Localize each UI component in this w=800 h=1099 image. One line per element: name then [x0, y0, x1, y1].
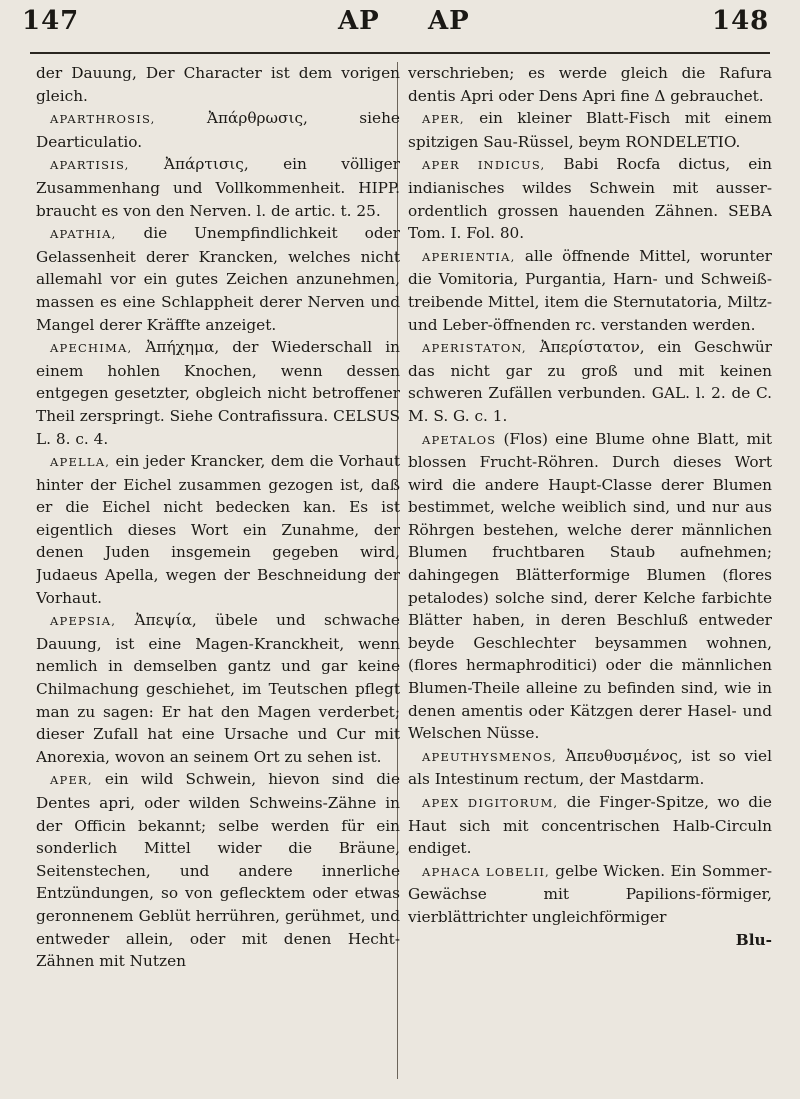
entry-aper: APER, ein wild Schwein, hievon sind die Dentes apri, oder wilden Schweins-Zähne in der Officin bekannt; selbe werden für ein sonderlich Mittel wider die Bräune, Seitenstechen, und andere innerliche Entzündungen, so von geflecktem oder etwas geronnenem Geblüt herrühren, gerühmet, und entweder allein, oder mit denen Hecht-Zähnen mit Nutzen [36, 770, 400, 971]
right-column [408, 62, 772, 1087]
page-header [0, 0, 800, 70]
entry-aperistaton: APERISTATON, Ἀπερίστατον, ein Geschwür das nicht gar zu groß und mit keinen schweren Zufällen verbunden. GAL. l. 2. de C. M. S. G. c. 1. [408, 338, 772, 425]
entry-apepsia: APEPSIA, Ἀπεψία, übele und schwache Dauung, ist eine Magen-Kranckheit, wenn nemlich in demselben gantz und gar keine Chilmachung geschiehet, im Teutschen pflegt man zu sagen: Er hat den Magen verderbet; dieser Zufall hat eine Ursache und Cur mit Anorexia, wovon an seinem Ort zu sehen ist. [36, 611, 400, 766]
entry-apartisis: APARTISIS, Ἀπάρτισις, ein völliger Zusammenhang und Vollkommenheit. HIPP. braucht es von den Nerven. l. de artic. t. 25. [36, 155, 400, 220]
header-rule [30, 52, 770, 54]
entry-aperientia: APERIENTIA, alle öffnende Mittel, worunter die Vomitoria, Purgantia, Harn- und Schweiß-treibende Mittel, item die Sternutatoria, Miltz- und Leber-öffnenden rc. verstanden werden. [408, 246, 772, 334]
entry-continuation: verschrieben; es werde gleich die Rafura dentis Apri oder Dens Apri fine Δ gebrauchet. [408, 64, 772, 105]
entry-aphaca-lobelii: APHACA LOBELII, gelbe Wicken. Ein Sommer-Gewächse mit Papilions-förmiger, vierblättrichter ungleichförmiger [408, 861, 772, 926]
entry-aparthrosis: APARTHROSIS, Ἀπάρθρωσις, siehe Dearticulatio. [36, 109, 400, 151]
entry-apetalos: APETALOS (Flos) eine Blume ohne Blatt, mit blossen Frucht-Röhren. Durch dieses Wort wird die andere Haupt-Classe derer Blumen bestimmet, welche weiblich sind, und nur aus Röhrgen bestehen, welche derer männlichen Blumen fruchtbaren Staub aufnehmen; dahingegen Blätterformige Blumen (flores petalodes) solche sind, derer Kelche farbichte Blätter haben, in deren Beschluß entweder beyde Geschlechter beysammen wohnen, (flores hermaphroditici) oder die männlichen Blumen-Theile alleine zu befinden sind, wie in denen amentis oder Kätzgen derer Hasel- und Welschen Nüsse. [408, 429, 772, 743]
entry-apechima: APECHIMA, Ἀπήχημα, der Wiederschall in einem hohlen Knochen, wenn dessen entgegen gesetzter, obgleich nicht betroffener Theil zerspringt. Siehe Contrafissura. CELSUS L. 8. c. 4. [36, 338, 400, 448]
entry-continuation: der Dauung, Der Character ist dem vorigen gleich. [36, 64, 400, 105]
left-column [36, 62, 400, 1087]
entry-apex-digitorum: APEX DIGITORUM, die Finger-Spitze, wo die Haut sich mit concentrischen Halb-Circuln endiget. [408, 793, 772, 858]
catchword: Blu- [735, 930, 772, 949]
running-head-right: AP [428, 6, 470, 36]
page-number-right: 148 [712, 6, 770, 36]
page-number-left: 147 [22, 6, 80, 36]
entry-apeuthysmenos: APEUTHYSMENOS, Ἀπευθυσμένος, ist so viel als Intestinum rectum, der Mastdarm. [408, 746, 772, 789]
entry-apathia: APATHIA, die Unempfindlichkeit oder Gelassenheit derer Krancken, welches nicht allemahl vor ein gutes Zeichen anzunehmen, massen es eine Schlappheit derer Nerven und Mangel derer Kräffte anzeiget. [36, 224, 400, 334]
entry-apella: APELLA, ein jeder Krancker, dem die Vorhaut hinter der Eichel zusammen gezogen ist, daß er die Eichel nicht bedecken kan. Es ist eigentlich dieses Wort ein Zunahme, der denen Juden insgemein gegeben wird, Judaeus Apella, wegen der Beschneidung der Vorhaut. [36, 452, 400, 607]
entry-aper-indicus: APER INDICUS, Babi Rocfa dictus, ein indianisches wildes Schwein mit ausser-ordentlich grossen hauenden Zähnen. SEBA Tom. I. Fol. 80. [408, 155, 772, 243]
running-head-left: AP [338, 6, 380, 36]
entry-aper-fish: APER, ein kleiner Blatt-Fisch mit einem spitzigen Sau-Rüssel, beym RONDELETIO. [408, 109, 772, 151]
